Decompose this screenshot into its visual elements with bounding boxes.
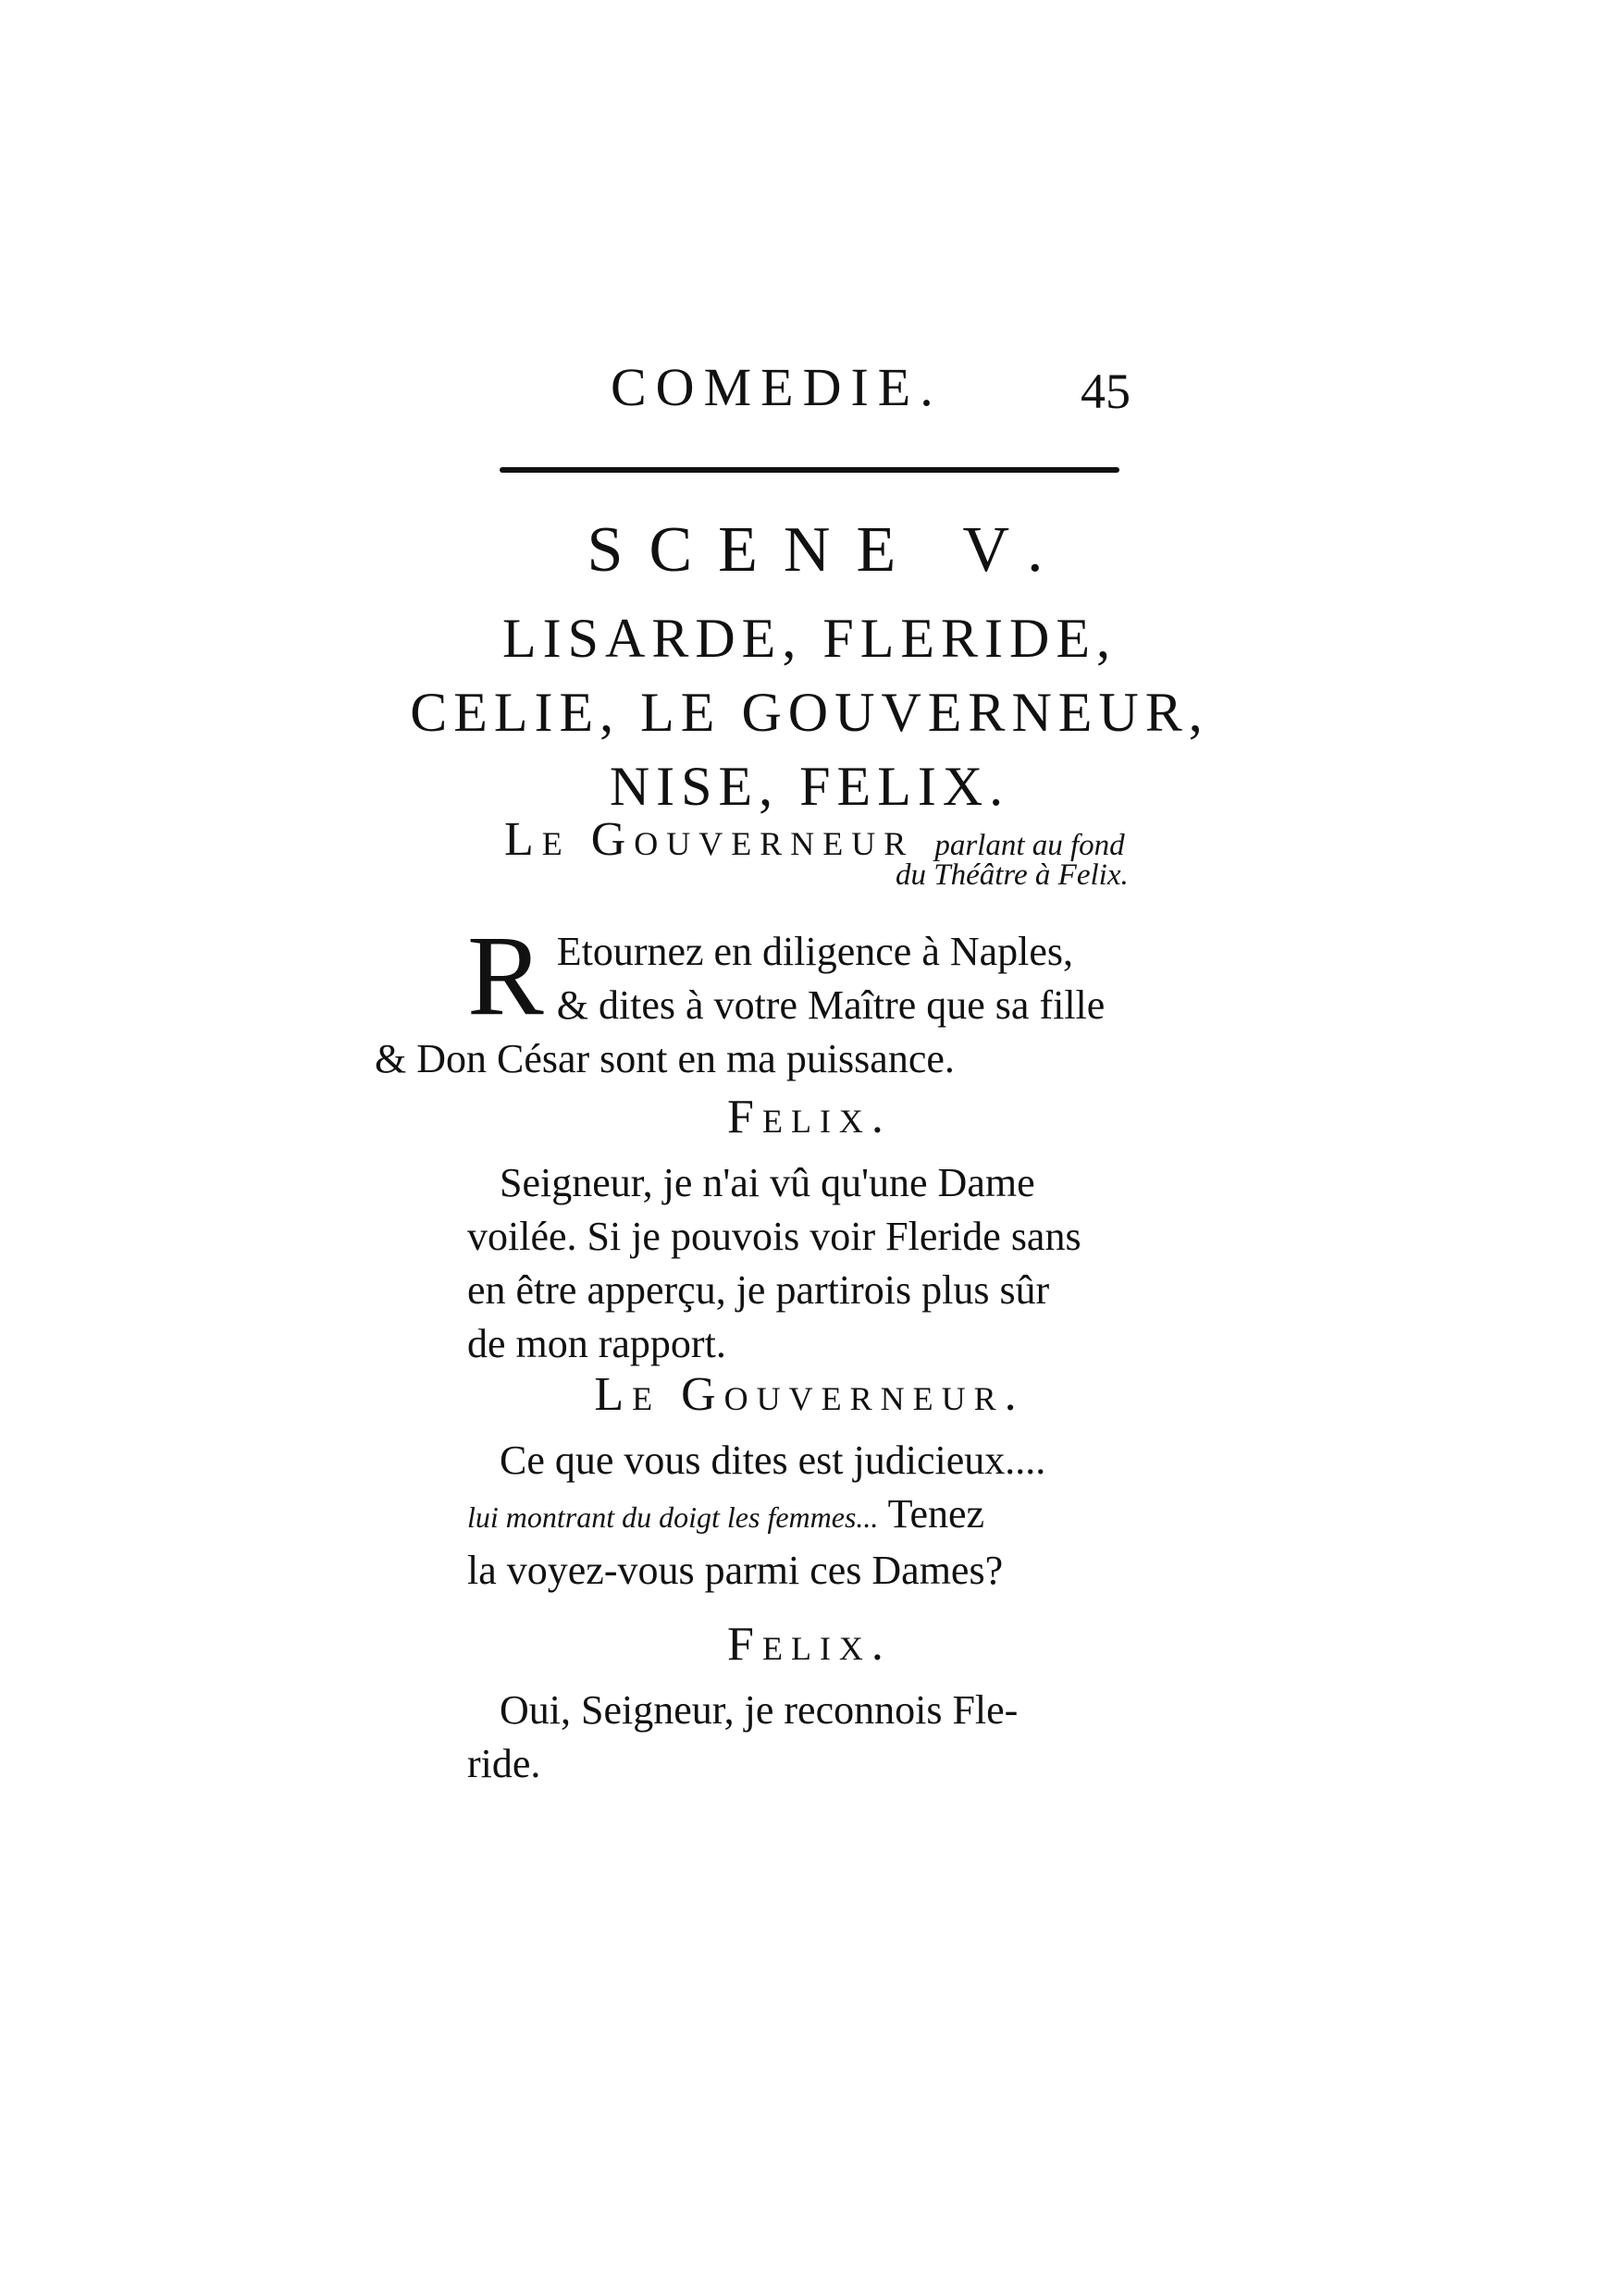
speech-block <box>467 1434 1045 1598</box>
stage-direction: parlant au fond <box>934 829 1125 862</box>
speech-line: de mon rapport. <box>467 1321 726 1366</box>
speech-line: Seigneur, je n'ai vû qu'une Dame <box>500 1160 1035 1205</box>
page-number: 45 <box>1081 364 1131 419</box>
speaker-name: Le Gouverneur <box>504 813 915 866</box>
speaker-heading: Felix. <box>727 1091 892 1143</box>
speaker-heading: Le Gouverneur. <box>594 1368 1025 1421</box>
speech-line: Oui, Seigneur, je reconnois Fle- <box>500 1687 1019 1733</box>
speech-line: & dites à votre Maître que sa fille <box>556 982 1106 1028</box>
speech-word: Tenez <box>887 1491 985 1537</box>
speech-line: Etournez en diligence à Naples, <box>556 929 1074 974</box>
stage-direction: du Théâtre à Felix. <box>896 858 1129 892</box>
speech-line: & Don César sont en ma puissance. <box>375 1036 955 1081</box>
speech-line: Ce que vous dites est judicieux.... <box>500 1438 1046 1483</box>
header-rule <box>500 467 1119 473</box>
speech-block <box>467 1156 1081 1371</box>
cast-line: LISARDE, FLERIDE, <box>502 608 1117 669</box>
speech-line: la voyez-vous parmi ces Dames? <box>467 1548 1004 1593</box>
speech-line: en être apperçu, je partirois plus sûr <box>467 1267 1050 1313</box>
speech-block <box>467 1684 1018 1791</box>
speech-line: ride. <box>467 1741 541 1786</box>
speech-block <box>375 912 1189 1086</box>
cast-line: CELIE, LE GOUVERNEUR, <box>410 682 1209 743</box>
cast-line: NISE, FELIX. <box>609 756 1010 817</box>
cast-list <box>0 601 1619 823</box>
scene-title: SCENE V. <box>587 514 1069 586</box>
speech-line: voilée. Si je pouvois voir Fleride sans <box>467 1214 1081 1259</box>
running-head: COMEDIE. <box>611 357 943 417</box>
speaker-heading: Felix. <box>727 1618 892 1671</box>
drop-cap: R <box>467 912 544 1039</box>
stage-direction: lui montrant du doigt les femmes... <box>467 1500 879 1534</box>
speech-line <box>467 1487 1045 1544</box>
